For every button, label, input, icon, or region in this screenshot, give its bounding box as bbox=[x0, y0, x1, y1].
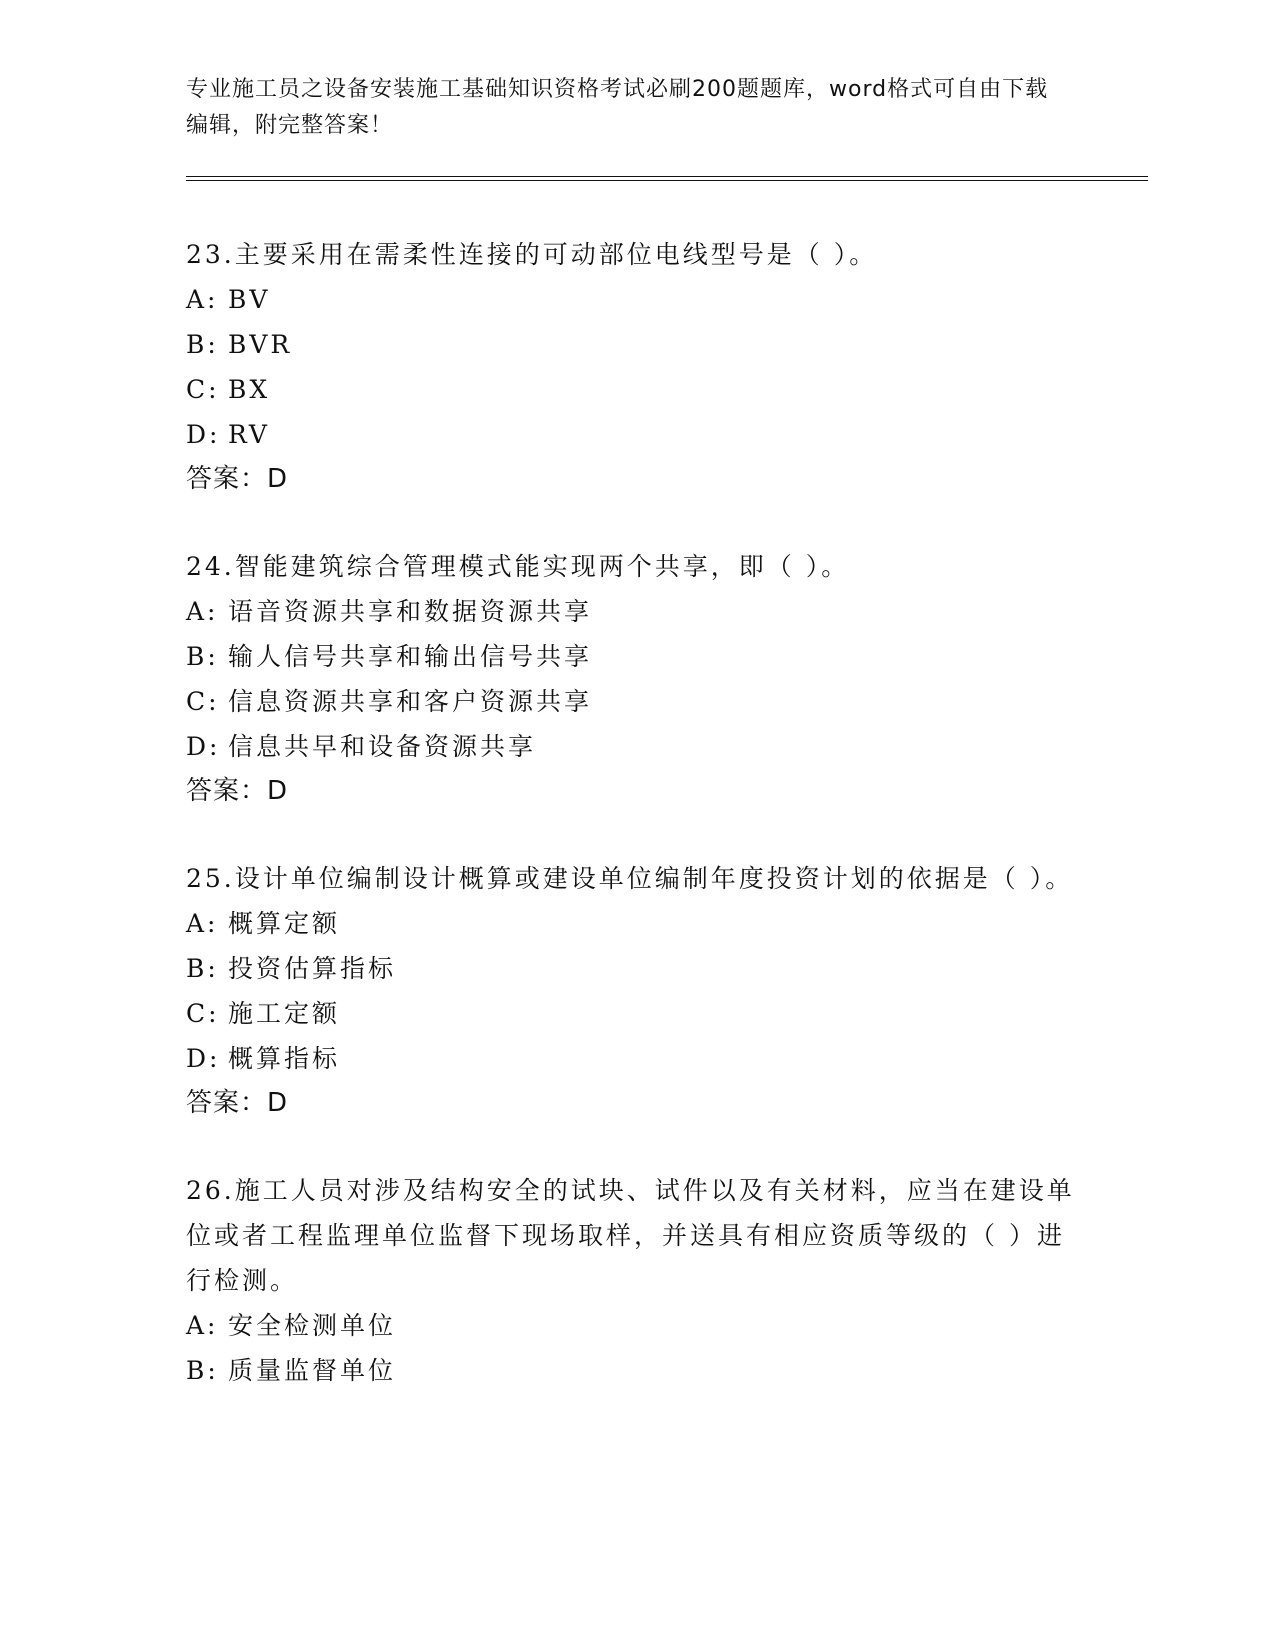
answer: 答案：D bbox=[186, 776, 289, 806]
header-double-rule bbox=[186, 176, 1148, 181]
option-c bbox=[186, 991, 1076, 1036]
option-text: 信息共早和设备资源共享 bbox=[228, 732, 537, 761]
question-stem: 26.施工人员对涉及结构安全的试块、试件以及有关材料，应当在建设单位或者工程监理单位监督下现场取样，并送具有相应资质等级的（ ）进行检测。 bbox=[186, 1176, 1075, 1295]
document-header: 专业施工员之设备安装施工基础知识资格考试必刷200题题库，word格式可自由下载编辑，附完整答案！ bbox=[186, 77, 1049, 138]
option-b bbox=[186, 634, 1076, 679]
answer: 答案：D bbox=[186, 1088, 289, 1118]
option-key: D: bbox=[186, 732, 221, 761]
option-text: 投资估算指标 bbox=[228, 954, 397, 983]
option-b bbox=[186, 322, 1076, 367]
option-key: A: bbox=[186, 1311, 219, 1340]
option-a bbox=[186, 277, 1076, 322]
option-text: 质量监督单位 bbox=[228, 1356, 397, 1385]
option-d bbox=[186, 724, 1076, 769]
option-key: C: bbox=[186, 999, 220, 1028]
option-key: A: bbox=[186, 597, 219, 626]
option-a bbox=[186, 1303, 1076, 1348]
option-d bbox=[186, 412, 1076, 457]
option-key: B: bbox=[186, 330, 219, 359]
question-stem: 23.主要采用在需柔性连接的可动部位电线型号是（ ）。 bbox=[186, 240, 878, 269]
option-c bbox=[186, 679, 1076, 724]
question-list bbox=[186, 232, 1076, 1435]
option-b bbox=[186, 1348, 1076, 1393]
option-text: BVR bbox=[228, 330, 293, 359]
option-text: 信息资源共享和客户资源共享 bbox=[228, 687, 593, 716]
option-text: RV bbox=[228, 420, 270, 449]
option-a bbox=[186, 901, 1076, 946]
option-key: B: bbox=[186, 1356, 219, 1385]
question-24 bbox=[186, 544, 1076, 814]
question-stem: 25.设计单位编制设计概算或建设单位编制年度投资计划的依据是（ ）。 bbox=[186, 864, 1074, 893]
option-key: A: bbox=[186, 285, 219, 314]
option-key: B: bbox=[186, 954, 219, 983]
option-key: D: bbox=[186, 1044, 221, 1073]
option-a bbox=[186, 589, 1076, 634]
option-d bbox=[186, 1036, 1076, 1081]
option-text: 安全检测单位 bbox=[228, 1311, 397, 1340]
option-text: 输人信号共享和输出信号共享 bbox=[228, 642, 593, 671]
question-26 bbox=[186, 1168, 1076, 1393]
option-text: 施工定额 bbox=[228, 999, 341, 1028]
option-text: 概算指标 bbox=[228, 1044, 341, 1073]
option-key: C: bbox=[186, 375, 220, 404]
option-key: C: bbox=[186, 687, 220, 716]
question-stem: 24.智能建筑综合管理模式能实现两个共享，即（ ）。 bbox=[186, 552, 850, 581]
question-23 bbox=[186, 232, 1076, 502]
option-text: BX bbox=[228, 375, 271, 404]
option-key: D: bbox=[186, 420, 221, 449]
option-b bbox=[186, 946, 1076, 991]
option-text: 概算定额 bbox=[228, 909, 341, 938]
option-key: A: bbox=[186, 909, 219, 938]
option-text: 语音资源共享和数据资源共享 bbox=[228, 597, 593, 626]
question-25 bbox=[186, 856, 1076, 1126]
option-text: BV bbox=[228, 285, 271, 314]
option-key: B: bbox=[186, 642, 219, 671]
option-c bbox=[186, 367, 1076, 412]
answer: 答案：D bbox=[186, 464, 289, 494]
